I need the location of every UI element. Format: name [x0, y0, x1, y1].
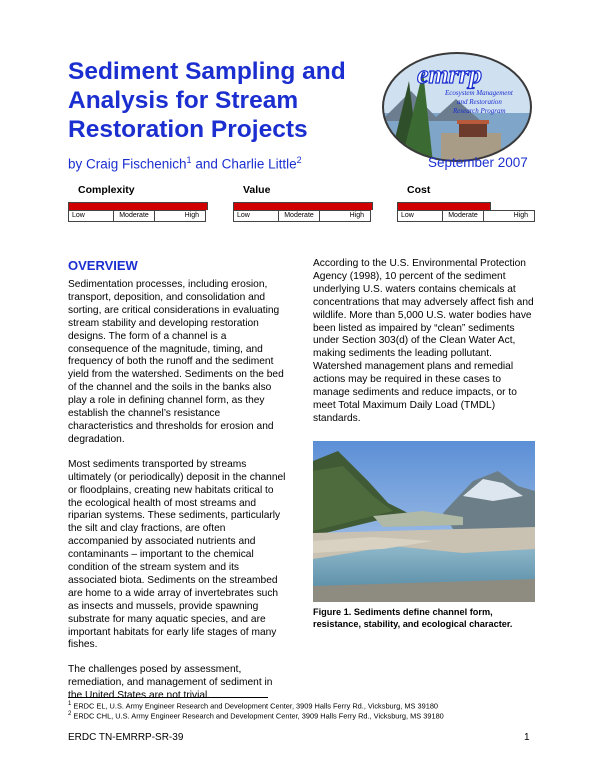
- author-2-footnote-mark: 2: [296, 155, 302, 165]
- footnote-2-mark: 2: [68, 711, 72, 717]
- logo-line-2: and Restoration: [457, 98, 502, 106]
- figure-1-caption: Figure 1. Sediments define channel form, resistance, stability, and ecological character.: [313, 607, 513, 629]
- author-conjunction: and: [191, 156, 222, 172]
- footnote-separator: [68, 697, 268, 698]
- footnote-2: [68, 711, 444, 720]
- logo-wordmark: emrrp: [417, 60, 482, 89]
- figure-1-river-photo: [313, 441, 535, 602]
- scale-moderate: Moderate: [443, 211, 485, 221]
- scale-low: Low: [398, 211, 443, 221]
- scale-high: High: [513, 212, 529, 219]
- document-id: ERDC TN-EMRRP-SR-39: [68, 732, 184, 743]
- logo-line-1: Ecosystem Management: [445, 89, 513, 97]
- paragraph-4: According to the U.S. Environmental Protection Agency (1998), 10 percent of the sediment underlying U.S. waters contains chemicals at concentrations that may adversely affect fish and wildlife. More than 5,000 U.S. water bodies have been listed as impaired by “clean” sediments under Section 303(d) of the Clean Water Act, making sediments the leading pollutant. Watershed management plans and remedial actions may be required in these cases to manage sediments and reduce impacts, or to meet Total Maximum Daily Load (TMDL) standards.: [313, 258, 534, 424]
- right-column: [313, 258, 535, 438]
- rating-bar: [397, 202, 491, 210]
- rating-bar: [68, 202, 208, 210]
- paragraph-3: The challenges posed by assessment, remediation, and management of sediment in the United States are not trivial.: [68, 664, 273, 702]
- rating-value: [233, 184, 371, 222]
- publication-date: September 2007: [428, 155, 528, 170]
- author-1: by Craig Fischenich: [68, 156, 187, 172]
- rating-cost: [397, 184, 535, 222]
- rating-scale: [233, 210, 371, 222]
- rating-scale: [68, 210, 206, 222]
- scale-high: High: [349, 212, 365, 219]
- scale-high: High: [184, 212, 200, 219]
- paragraph-1: Sedimentation processes, including erosion, transport, deposition, and consolidation and sorting, are critical considerations in evaluating stream stability and developing restoration designs. The form of a channel is a consequence of the magnitude, timing, and frequency of both the runoff and the sediment yield from the watershed. Sediments on the bed of the channel and the soils in the banks also play a role in defining channel form, as they establish the channel’s resistance characteristics and thresholds for erosion and degradation.: [68, 279, 284, 445]
- scale-moderate: Moderate: [279, 211, 321, 221]
- rating-label: Complexity: [78, 184, 135, 196]
- footnote-2-text: ERDC CHL, U.S. Army Engineer Research and Development Center, 3909 Halls Ferry Rd., Vicksburg, MS 39180: [73, 711, 444, 721]
- rating-label: Value: [243, 184, 271, 196]
- document-title: Sediment Sampling and Analysis for Stream Restoration Projects: [68, 58, 346, 143]
- scale-low: Low: [234, 211, 279, 221]
- rating-complexity: [68, 184, 206, 222]
- footnote-1: [68, 701, 438, 710]
- rating-label: Cost: [407, 184, 431, 196]
- footnote-1-mark: 1: [68, 701, 72, 707]
- scale-moderate: Moderate: [114, 211, 156, 221]
- page-number: 1: [524, 732, 530, 743]
- left-column: [68, 258, 288, 715]
- emrrp-logo: [381, 51, 533, 163]
- scale-low: Low: [69, 211, 114, 221]
- section-heading-overview: OVERVIEW: [68, 258, 138, 273]
- footnote-1-text: ERDC EL, U.S. Army Engineer Research and Development Center, 3909 Halls Ferry Rd., Vicksburg, MS 39180: [73, 701, 439, 711]
- rating-bar: [233, 202, 373, 210]
- author-2: Charlie Little: [221, 156, 297, 172]
- logo-line-3: Research Program: [453, 107, 506, 115]
- author-1-footnote-mark: 1: [186, 155, 192, 165]
- author-byline: [68, 155, 302, 172]
- rating-scale: [397, 210, 535, 222]
- paragraph-2: Most sediments transported by streams ultimately (or periodically) deposit in the channel or floodplains, creating new habitats critical to the ecological health of most streams and riparian systems. These sediments, particularly the silt and clay fractions, are often accompanied by associated nutrients and contaminants – important to the chemical condition of the stream system and its associated biota. Sediments on the streambed are home to a wide array of invertebrates such as insects and mussels, provide spawning substrate for many aquatic species, and are important habitats for early life stages of many fishes.: [68, 458, 286, 651]
